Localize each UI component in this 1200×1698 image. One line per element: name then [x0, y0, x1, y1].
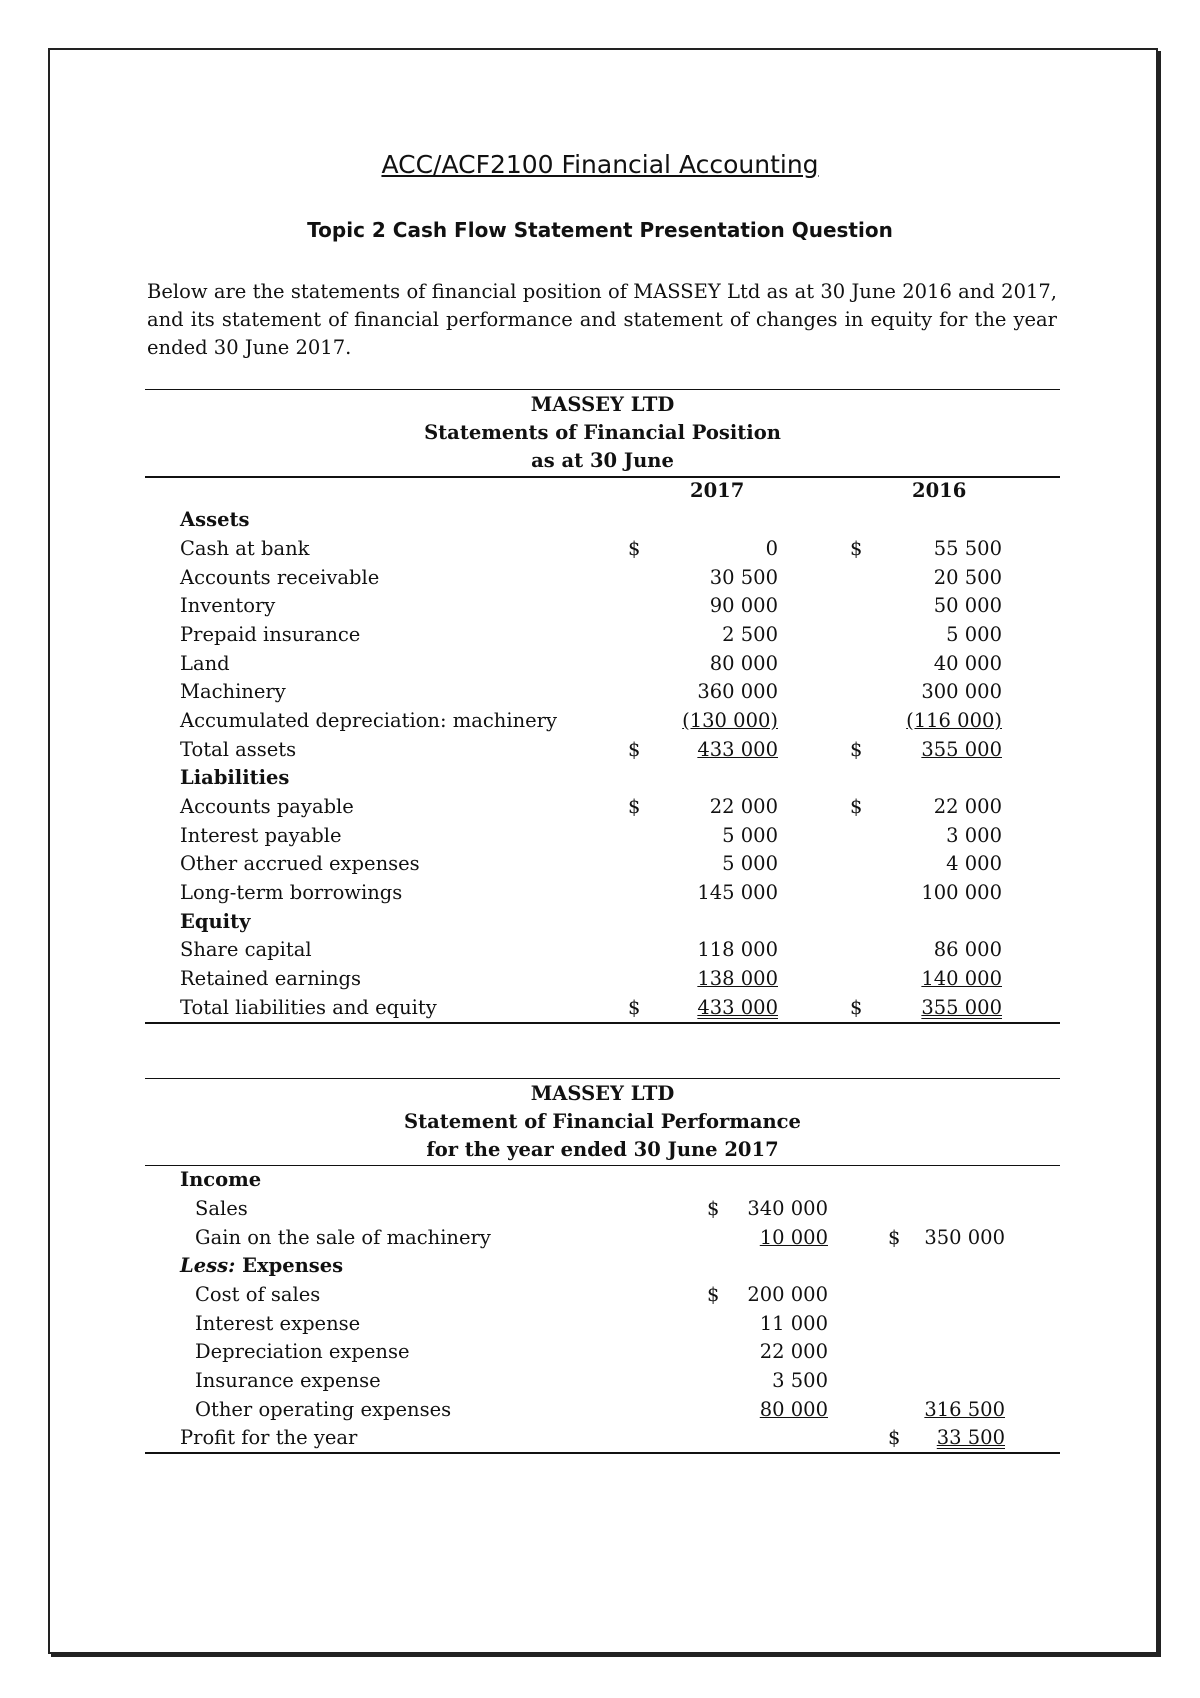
- table-row: [0, 1195, 1200, 1223]
- row-label: Cost of sales: [195, 1283, 321, 1306]
- sofp-company: MASSEY LTD: [530, 393, 675, 416]
- row-label: Accounts payable: [180, 795, 354, 818]
- value-2017: 360 000: [697, 680, 778, 703]
- expenses-heading-row: [0, 1252, 1200, 1280]
- value-2017: 80 000: [709, 652, 778, 675]
- table-row: [0, 621, 1200, 649]
- currency-sign: $: [850, 996, 863, 1019]
- outer-value: 350 000: [924, 1226, 1005, 1249]
- currency-sign: $: [628, 738, 641, 761]
- value-2016: 100 000: [921, 881, 1002, 904]
- sofper-date: for the year ended 30 June 2017: [426, 1138, 779, 1161]
- table-row: [0, 936, 1200, 964]
- table-row: [0, 1367, 1200, 1395]
- currency-sign: $: [628, 996, 641, 1019]
- inner-value: 80 000: [759, 1398, 828, 1421]
- value-2017: 138 000: [697, 967, 778, 990]
- expenses-label: Expenses: [242, 1254, 344, 1277]
- currency-sign: $: [628, 537, 641, 560]
- table-row: [0, 1224, 1200, 1252]
- intro-paragraph: Below are the statements of financial position of MASSEY Ltd as at 30 June 2016 and 2017, and its statement of financial performance and statement of changes in equity for the year ended 30 June 2017.: [147, 280, 1057, 359]
- table-row: [0, 793, 1200, 821]
- value-2017: 5 000: [722, 852, 778, 875]
- row-label: Accumulated depreciation: machinery: [180, 709, 558, 732]
- row-label: Cash at bank: [180, 537, 310, 560]
- sofper-title: Statement of Financial Performance: [404, 1110, 801, 1133]
- currency-sign: $: [707, 1197, 720, 1220]
- table-row: [0, 850, 1200, 878]
- row-label: Other operating expenses: [195, 1398, 452, 1421]
- outer-value: 316 500: [924, 1398, 1005, 1421]
- equity-heading: Equity: [180, 910, 251, 933]
- value-2016: 55 500: [933, 537, 1002, 560]
- inner-value: 3 500: [772, 1369, 828, 1392]
- value-2016: 20 500: [933, 566, 1002, 589]
- document-subtitle: Topic 2 Cash Flow Statement Presentation Question: [307, 218, 893, 242]
- sofp-title: Statements of Financial Position: [424, 421, 781, 444]
- value-2016: 50 000: [933, 594, 1002, 617]
- currency-sign: $: [888, 1426, 901, 1449]
- currency-sign: $: [707, 1283, 720, 1306]
- value-2017: (130 000): [682, 709, 778, 732]
- row-label: Long-term borrowings: [180, 881, 403, 904]
- value-2017: 2 500: [722, 623, 778, 646]
- value-2016: 5 000: [946, 623, 1002, 646]
- value-2016: 355 000: [921, 996, 1002, 1019]
- value-2016: (116 000): [906, 709, 1002, 732]
- value-2017: 22 000: [709, 795, 778, 818]
- less-label: Less:: [180, 1254, 236, 1277]
- row-label: Machinery: [180, 680, 286, 703]
- row-label: Interest payable: [180, 824, 342, 847]
- inner-value: 10 000: [759, 1226, 828, 1249]
- sofp-col-2016: 2016: [912, 479, 967, 502]
- table-row: [0, 1424, 1200, 1452]
- row-label: Land: [180, 652, 230, 675]
- sofp-col-2017: 2017: [690, 479, 745, 502]
- row-label: Total assets: [180, 738, 297, 761]
- assets-heading-row: [0, 506, 1200, 534]
- row-label: Share capital: [180, 938, 312, 961]
- liabilities-heading: Liabilities: [180, 766, 290, 789]
- value-2017: 433 000: [697, 996, 778, 1019]
- table-row: [0, 822, 1200, 850]
- table-row: [0, 1281, 1200, 1309]
- inner-value: 200 000: [747, 1283, 828, 1306]
- row-label: Depreciation expense: [195, 1340, 410, 1363]
- row-label: Prepaid insurance: [180, 623, 361, 646]
- table-row: [0, 965, 1200, 993]
- value-2016: 300 000: [921, 680, 1002, 703]
- row-label: Total liabilities and equity: [180, 996, 437, 1019]
- row-label: Sales: [195, 1197, 248, 1220]
- table-row: [0, 564, 1200, 592]
- table-row: [0, 879, 1200, 907]
- table-row: [0, 1396, 1200, 1424]
- row-label: Retained earnings: [180, 967, 362, 990]
- row-label: Accounts receivable: [180, 566, 380, 589]
- row-label: Profit for the year: [180, 1426, 358, 1449]
- row-label: Gain on the sale of machinery: [195, 1226, 491, 1249]
- table-row: [0, 736, 1200, 764]
- value-2017: 5 000: [722, 824, 778, 847]
- inner-value: 22 000: [759, 1340, 828, 1363]
- income-heading: Income: [180, 1168, 262, 1191]
- table-row: [0, 535, 1200, 563]
- currency-sign: $: [888, 1226, 901, 1249]
- inner-value: 11 000: [759, 1312, 828, 1335]
- expenses-heading: [180, 1252, 343, 1280]
- sofp-date: as at 30 June: [531, 449, 674, 472]
- row-label: Interest expense: [195, 1312, 361, 1335]
- value-2016: 4 000: [946, 852, 1002, 875]
- row-label: Inventory: [180, 594, 276, 617]
- outer-value: 33 500: [936, 1426, 1005, 1449]
- currency-sign: $: [850, 738, 863, 761]
- sofp-bottom-rule: [145, 1022, 1060, 1024]
- income-heading-row: [0, 1166, 1200, 1194]
- document-title: ACC/ACF2100 Financial Accounting: [381, 150, 819, 179]
- value-2016: 355 000: [921, 738, 1002, 761]
- equity-heading-row: [0, 908, 1200, 936]
- currency-sign: $: [850, 537, 863, 560]
- inner-value: 340 000: [747, 1197, 828, 1220]
- value-2016: 86 000: [933, 938, 1002, 961]
- value-2016: 22 000: [933, 795, 1002, 818]
- table-row: [0, 994, 1200, 1022]
- value-2017: 30 500: [709, 566, 778, 589]
- liabilities-heading-row: [0, 764, 1200, 792]
- value-2016: 140 000: [921, 967, 1002, 990]
- currency-sign: $: [850, 795, 863, 818]
- table-row: [0, 1310, 1200, 1338]
- row-label: Insurance expense: [195, 1369, 381, 1392]
- value-2017: 0: [765, 537, 778, 560]
- assets-heading: Assets: [180, 508, 250, 531]
- value-2017: 433 000: [697, 738, 778, 761]
- value-2017: 145 000: [697, 881, 778, 904]
- table-row: [0, 1338, 1200, 1366]
- sofper-bottom-rule: [145, 1452, 1060, 1454]
- sofp-top-rule: [145, 389, 1060, 390]
- currency-sign: $: [628, 795, 641, 818]
- table-row: [0, 650, 1200, 678]
- value-2016: 3 000: [946, 824, 1002, 847]
- table-row: [0, 678, 1200, 706]
- row-label: Other accrued expenses: [180, 852, 420, 875]
- sofper-company: MASSEY LTD: [530, 1082, 675, 1105]
- value-2016: 40 000: [933, 652, 1002, 675]
- table-row: [0, 707, 1200, 735]
- sofper-top-rule: [145, 1078, 1060, 1079]
- value-2017: 90 000: [709, 594, 778, 617]
- table-row: [0, 592, 1200, 620]
- value-2017: 118 000: [697, 938, 778, 961]
